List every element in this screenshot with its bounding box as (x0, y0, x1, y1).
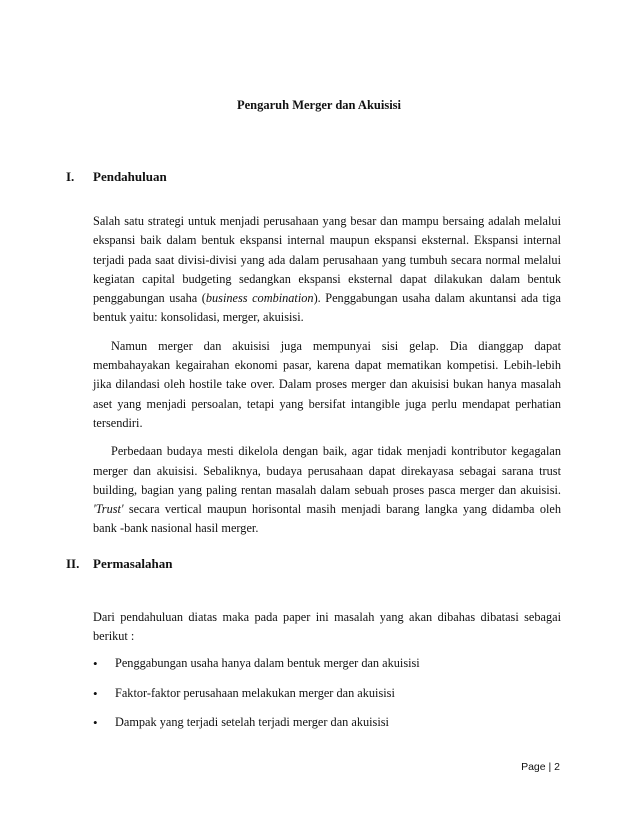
italic-term: business combination (205, 291, 314, 306)
problem-list (93, 654, 561, 743)
list-item (93, 654, 561, 684)
list-item-text: Dampak yang terjadi setelah terjadi merger dan akuisisi (115, 715, 389, 729)
section-title: Permasalahan (93, 556, 173, 571)
list-item (93, 713, 561, 743)
paragraph: Namun merger dan akuisisi juga mempunyai sisi gelap. Dia dianggap dapat membahayakan kegairahan ekonomi pasar, karena dapat mematikan kompetisi. Lebih-lebih jika dilandasi oleh hostile take over. Dalam proses merger dan akuisisi bukan hanya masalah aset yang menjadi persoalan, tetapi yang bersifat intangible juga perlu mendapat perhatian tersendiri. (93, 338, 561, 430)
section-number: II. (66, 556, 80, 571)
document-title: Pengaruh Merger dan Akuisisi (236, 98, 402, 112)
paragraph: Dari pendahuluan diatas maka pada paper ini masalah yang akan dibahas dibatasi sebagai berikut : (93, 610, 561, 644)
bullet-icon: • (93, 715, 98, 730)
section-body-pendahuluan (93, 212, 561, 539)
italic-term: 'Trust' (93, 502, 124, 517)
paragraph (93, 212, 561, 328)
list-item (93, 684, 561, 714)
section-heading-pendahuluan (66, 169, 167, 185)
section-intro-permasalahan (93, 608, 561, 647)
section-title: Pendahuluan (93, 169, 167, 184)
list-item-text: Penggabungan usaha hanya dalam bentuk merger dan akuisisi (115, 656, 420, 670)
list-item-text: Faktor-faktor perusahaan melakukan merger dan akuisisi (115, 685, 395, 700)
bullet-icon: • (93, 656, 98, 671)
paragraph-text: Salah satu strategi untuk menjadi perusahaan yang besar dan mampu bersaing adalah melalui ekspansi baik dalam bentuk ekspansi internal maupun ekspansi eksternal. Ekspansi internal terjadi pada saat divisi-divisi yang ada dalam perusahaan yang tumbuh secara normal melalui kegiatan capital budgeting sedangkan ekspansi eksternal dapat dilakukan dalam bentuk penggabungan usaha ( (93, 214, 561, 306)
paragraph (93, 442, 561, 538)
paragraph-text: ). Penggabungan usaha dalam akuntansi ada tiga bentuk yaitu: konsolidasi, merger, akuisisi. (93, 291, 561, 325)
bullet-icon: • (93, 685, 98, 701)
section-heading-permasalahan (66, 556, 172, 572)
paragraph-text: secara vertical maupun horisontal masih menjadi barang langka yang didamba oleh bank -bank nasional hasil merger. (93, 502, 561, 536)
page-number: Page | 2 (521, 761, 560, 773)
paragraph-text: Perbedaan budaya mesti dikelola dengan baik, agar tidak menjadi kontributor kegagalan merger dan akuisisi. Sebaliknya, budaya perusahaan dapat direkayasa sebagai sarana trust building, bagian yang paling rentan masalah dalam sebuah proses pasca merger dan akuisisi. (93, 444, 561, 497)
section-number: I. (66, 169, 75, 184)
